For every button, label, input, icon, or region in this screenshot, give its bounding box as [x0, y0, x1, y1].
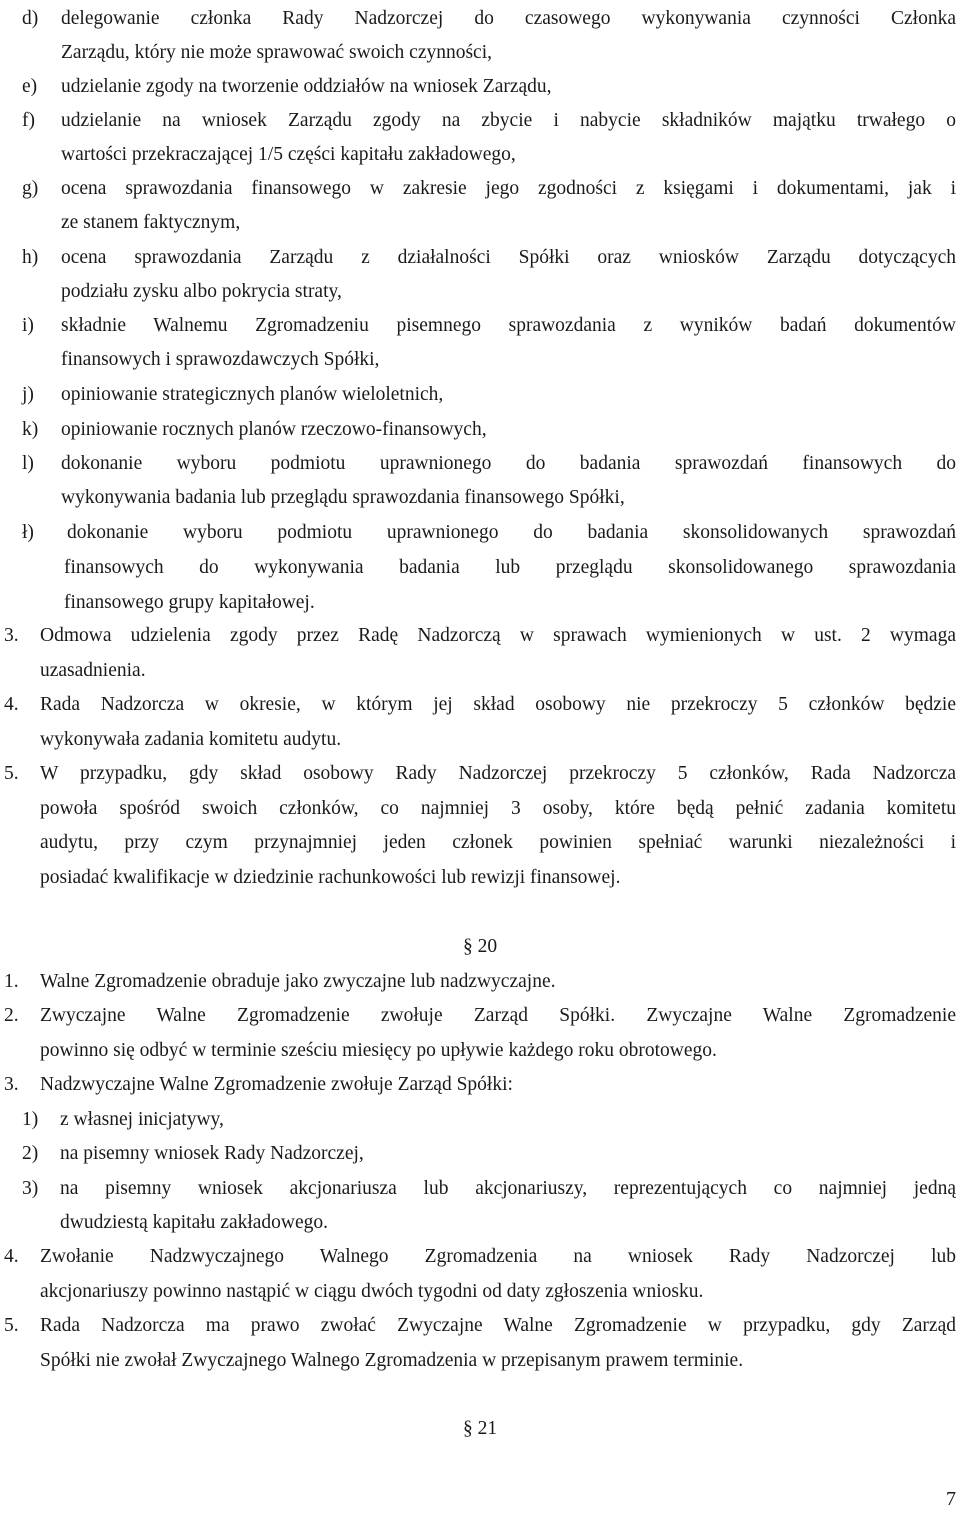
item-text: ze stanem faktycznym, [61, 212, 241, 233]
section-heading-21 [0, 1417, 960, 1441]
item-text: udzielanie zgody na tworzenie oddziałów na wniosek Zarządu, [61, 76, 552, 97]
item-text: ocena sprawozdania finansowego w zakresie jego zgodności z księgami i dokumentami, jak i [61, 178, 956, 199]
item-text: posiadać kwalifikacje w dziedzinie rachunkowości lub rewizji finansowej. [40, 867, 621, 888]
item-text: opiniowanie strategicznych planów wieloletnich, [61, 384, 444, 405]
item-label: i) [22, 315, 34, 336]
item-text: Zwołanie Nadzwyczajnego Walnego Zgromadzenia na wniosek Rady Nadzorczej lub [40, 1246, 956, 1267]
item-label: 1. [4, 971, 19, 992]
item-label: 2. [4, 1005, 19, 1026]
item-text: uzasadnienia. [40, 660, 146, 681]
item-label: l) [22, 453, 34, 474]
item-label: ł) [22, 522, 34, 543]
section-heading: § 20 [462, 936, 498, 957]
item-text: dokonanie wyboru podmiotu uprawnionego do badania skonsolidowanych sprawozdań [67, 522, 956, 543]
item-label: 3. [4, 1074, 19, 1095]
item-text: składnie Walnemu Zgromadzeniu pisemnego sprawozdania z wyników badań dokumentów [61, 315, 956, 336]
item-text: Zwyczajne Walne Zgromadzenie zwołuje Zarząd Spółki. Zwyczajne Walne Zgromadzenie [40, 1005, 956, 1026]
item-label: d) [22, 8, 39, 29]
item-text: wykonywania badania lub przeglądu sprawozdania finansowego Spółki, [61, 487, 625, 508]
item-text: dwudziestą kapitału zakładowego. [60, 1212, 329, 1233]
item-label: 3) [22, 1178, 39, 1199]
item-label: 4. [4, 694, 19, 715]
item-label: 3. [4, 625, 19, 646]
item-label: e) [22, 76, 38, 97]
item-text: Rada Nadzorcza w okresie, w którym jej skład osobowy nie przekroczy 5 członków będzie [40, 694, 956, 715]
item-text: delegowanie członka Rady Nadzorczej do czasowego wykonywania czynności Członka [61, 8, 956, 29]
item-text: podziału zysku albo pokrycia straty, [61, 281, 342, 302]
item-label: 2) [22, 1143, 39, 1164]
section-heading: § 21 [462, 1418, 498, 1439]
item-label: j) [22, 384, 34, 405]
item-text: z własnej inicjatywy, [60, 1109, 224, 1130]
item-text: finansowych do wykonywania badania lub przeglądu skonsolidowanego sprawozdania [64, 557, 956, 578]
item-text: finansowych i sprawozdawczych Spółki, [61, 349, 380, 370]
item-text: audytu, przy czym przynajmniej jeden członek powinien spełniać warunki niezależności i [40, 832, 956, 853]
item-text: powinno się odbyć w terminie sześciu miesięcy po upływie każdego roku obrotowego. [40, 1040, 717, 1061]
item-label: 4. [4, 1246, 19, 1267]
item-label: 1) [22, 1109, 39, 1130]
item-label: 5. [4, 1315, 19, 1336]
item-text: powoła spośród swoich członków, co najmniej 3 osoby, które będą pełnić zadania komitetu [40, 798, 956, 819]
item-label: g) [22, 178, 39, 199]
item-text: Nadzwyczajne Walne Zgromadzenie zwołuje Zarząd Spółki: [40, 1074, 513, 1095]
item-text: akcjonariuszy powinno nastąpić w ciągu dwóch tygodni od daty zgłoszenia wniosku. [40, 1281, 704, 1302]
item-text: Odmowa udzielenia zgody przez Radę Nadzorczą w sprawach wymienionych w ust. 2 wymaga [40, 625, 956, 646]
item-text: W przypadku, gdy skład osobowy Rady Nadzorczej przekroczy 5 członków, Rada Nadzorcza [40, 763, 956, 784]
page-number: 7 [946, 1488, 956, 1510]
section-heading-20 [0, 935, 960, 959]
item-text: na pisemny wniosek Rady Nadzorczej, [60, 1143, 364, 1164]
item-text: Rada Nadzorcza ma prawo zwołać Zwyczajne Walne Zgromadzenie w przypadku, gdy Zarząd [40, 1315, 956, 1336]
item-text: dokonanie wyboru podmiotu uprawnionego do badania sprawozdań finansowych do [61, 453, 956, 474]
item-text: wykonywała zadania komitetu audytu. [40, 729, 342, 750]
item-label: f) [22, 110, 35, 131]
item-text: wartości przekraczającej 1/5 części kapitału zakładowego, [61, 144, 516, 165]
item-text: finansowego grupy kapitałowej. [64, 592, 315, 613]
item-text: na pisemny wniosek akcjonariusza lub akcjonariuszy, reprezentujących co najmniej jedną [60, 1178, 956, 1199]
item-label: 5. [4, 763, 19, 784]
item-label: k) [22, 419, 39, 440]
item-text: Zarządu, który nie może sprawować swoich czynności, [61, 42, 493, 63]
item-text: opiniowanie rocznych planów rzeczowo-finansowych, [61, 419, 487, 440]
item-text: udzielanie na wniosek Zarządu zgody na zbycie i nabycie składników majątku trwałego o [61, 110, 956, 131]
item-label: h) [22, 247, 39, 268]
item-text: Walne Zgromadzenie obraduje jako zwyczajne lub nadzwyczajne. [40, 971, 556, 992]
item-text: Spółki nie zwołał Zwyczajnego Walnego Zgromadzenia w przepisanym prawem terminie. [40, 1350, 744, 1371]
item-text: ocena sprawozdania Zarządu z działalności Spółki oraz wniosków Zarządu dotyczących [61, 247, 956, 268]
